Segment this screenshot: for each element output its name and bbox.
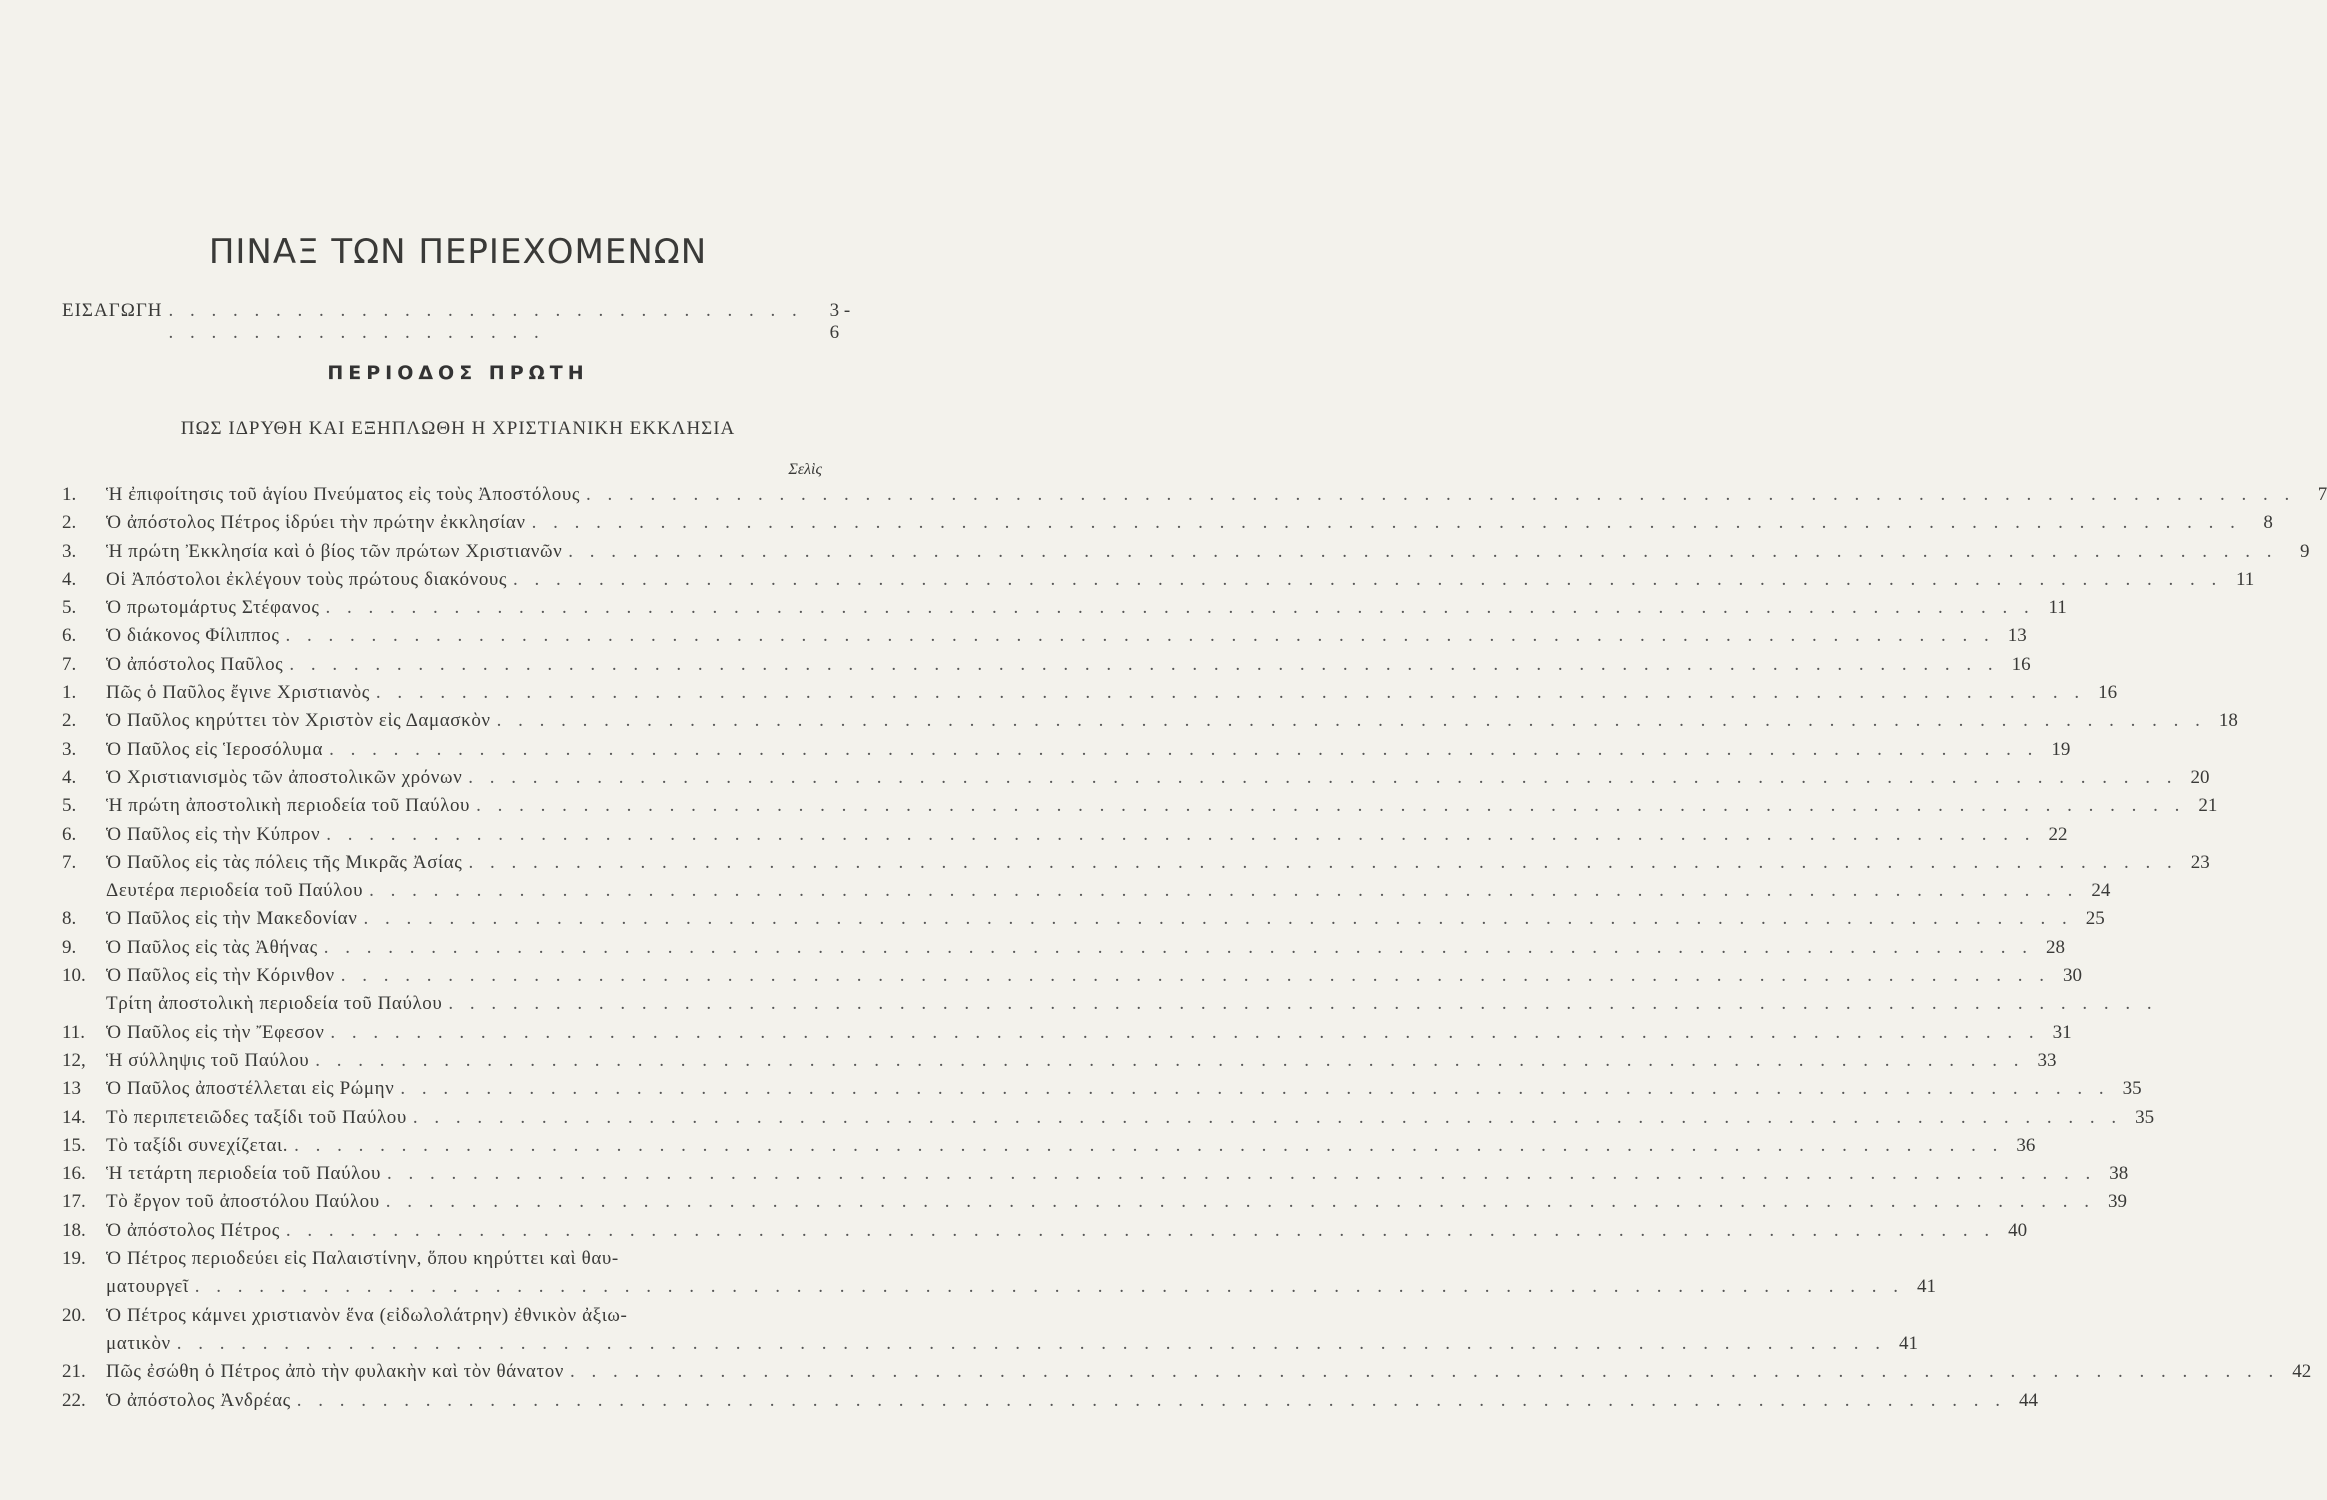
entry-page: 33 [2037,1049,2057,1071]
table-of-contents [62,484,2327,1418]
entry-number: 20. [62,1304,86,1326]
toc-entry [62,710,2238,738]
leader-dots: . . . . . . . . . . . . . . . . . . . . . . . . . . . . . . . . . . . . . . . . . . . . . . . . . . . . . . . . . . . . . . . . . . . . . . . . . . . . . . . . [448,993,2158,1015]
leader-dots: . . . . . . . . . . . . . . . . . . . . . . . . . . . . . . . . . . . . . . . . . . . . . . . . . . . . . . . . . . . . . . . . . . . . . . . . . . . . . . . . [586,484,2296,505]
page-column-header: Σελὶς [788,461,822,478]
entry-number: 21. [62,1361,86,1383]
toc-entry [62,597,2067,625]
entry-title: Ὁ ἀπόστολος Πέτρος [106,1219,280,1241]
entry-number: 7. [62,851,77,873]
entry-title: Ὁ Παῦλος εἰς τὴν Ἔφεσον [106,1021,325,1043]
entry-title: Ἡ σύλληψις τοῦ Παύλου [106,1049,310,1071]
entry-number: 2. [62,710,77,732]
entry-page: 39 [2108,1191,2127,1213]
entry-page: 19 [2051,738,2071,760]
entry-title: Ὁ Πέτρος περιοδεύει εἰς Παλαιστίνην, ὅπου κηρύττει καὶ θαυ- [106,1248,619,1270]
entry-number: 10. [62,965,86,987]
entry-page: 35 [2135,1106,2155,1128]
toc-entry [62,540,2310,569]
entry-title: Ὁ Παῦλος εἰς τὴν Κύπρον [106,823,321,845]
entry-number: 4. [62,568,77,590]
toc-entry [62,653,2031,682]
entry-title: Ὁ Χριστιανισμὸς τῶν ἀποστολικῶν χρόνων [106,766,463,788]
entry-title: ματουργεῖ [106,1276,189,1298]
entry-title: Πῶς ἐσώθη ὁ Πέτρος ἀπὸ τὴν φυλακὴν καὶ τὸν θάνατον [106,1361,564,1383]
entry-page: 24 [2091,880,2111,902]
entry-page: 35 [2122,1078,2142,1100]
entry-number: 9. [62,936,77,958]
entry-title: Ὁ Παῦλος ἀποστέλλεται εἰς Ρώμην [106,1078,395,1100]
toc-entry [62,795,2218,823]
entry-page: 11 [2048,597,2067,619]
leader-dots: . . . . . . . . . . . . . . . . . . . . . . . . . . . . . . . . . . . . . . . . . . . . . . . . . . . . . . . . . . . . . . . . . . . . . . . . . . . . . . . . [476,795,2186,817]
entry-page: 40 [2008,1219,2028,1241]
toc-entry [62,766,2210,795]
entry-page: 44 [2019,1389,2039,1411]
entry-title: Τὸ ἔργον τοῦ ἀποστόλου Παύλου [106,1191,380,1213]
entry-number: 22. [62,1389,86,1411]
leader-dots: . . . . . . . . . . . . . . . . . . . . . . . . . . . . . . . . . . . . . . . . . . . . . . . . . . . . . . . . . . . . . . . . . . . . . . . . . . . . . . . . [468,851,2178,873]
toc-entry [62,1219,2028,1248]
period-heading: ΠΕΡΙΟΔΟΣ ΠΡΩΤΗ [327,362,589,384]
entry-title: Ὁ Παῦλος εἰς τὴν Μακεδονίαν [106,908,358,930]
entry-number: 3. [62,540,77,562]
toc-entry [62,1305,852,1333]
entry-number: 5. [62,795,77,817]
entry-page: 16 [2098,682,2118,704]
entry-number: 15. [62,1134,86,1156]
entry-title: Ὁ πρωτομάρτυς Στέφανος [106,597,320,619]
leader-dots: . . . . . . . . . . . . . . . . . . . . . . . . . . . . . . . . . . . . . . . . . . . . . . . . [168,300,803,343]
entry-page: 13 [2007,625,2027,647]
entry-number: 2. [62,512,77,534]
leader-dots: . . . . . . . . . . . . . . . . . . . . . . . . . . . . . . . . . . . . . . . . . . . . . . . . . . . . . . . . . . . . . . . . . . . . . . . . . . . . . . . . [329,738,2039,760]
entry-title: Πῶς ὁ Παῦλος ἔγινε Χριστιανὸς [106,682,370,704]
entry-number: 1. [62,682,77,704]
entry-page: 9 [2300,540,2310,562]
toc-entry [62,1021,2072,1050]
leader-dots: . . . . . . . . . . . . . . . . . . . . . . . . . . . . . . . . . . . . . . . . . . . . . . . . . . . . . . . . . . . . . . . . . . . . . . . . . . . . . . . . [340,965,2050,987]
entry-page: 18 [2218,710,2238,732]
entry-page: 21 [2198,795,2218,817]
entry-title: Ἡ τετάρτη περιοδεία τοῦ Παύλου [106,1163,381,1185]
entry-title: Ὁ Παῦλος εἰς τὴν Κόρινθον [106,965,335,987]
toc-entry [62,1361,2312,1389]
toc-entry [62,1332,1919,1361]
leader-dots: . . . . . . . . . . . . . . . . . . . . . . . . . . . . . . . . . . . . . . . . . . . . . . . . . . . . . . . . . . . . . . . . . . . . . . . . . . . . . . . . [285,625,1995,647]
entry-page: 42 [2292,1361,2312,1383]
toc-entry [62,1163,2129,1191]
entry-number: 3. [62,738,77,760]
entry-title: Ἡ ἐπιφοίτησις τοῦ ἁγίου Πνεύματος εἰς τοὺς Ἀποστόλους [106,484,581,505]
leader-dots: . . . . . . . . . . . . . . . . . . . . . . . . . . . . . . . . . . . . . . . . . . . . . . . . . . . . . . . . . . . . . . . . . . . . . . . . . . . . . . . . [569,1361,2280,1383]
leader-dots: . . . . . . . . . . . . . . . . . . . . . . . . . . . . . . . . . . . . . . . . . . . . . . . . . . . . . . . . . . . . . . . . . . . . . . . . . . . . . . . . [568,540,2278,562]
entry-page: 20 [2190,766,2210,788]
leader-dots: . . . . . . . . . . . . . . . . . . . . . . . . . . . . . . . . . . . . . . . . . . . . . . . . . . . . . . . . . . . . . . . . . . . . . . . . . . . . . . . . [363,908,2073,930]
entry-number: 18. [62,1219,86,1241]
leader-dots: . . . . . . . . . . . . . . . . . . . . . . . . . . . . . . . . . . . . . . . . . . . . . . . . . . . . . . . . . . . . . . . . . . . . . . . . . . . . . . . . [369,880,2079,902]
toc-entry [62,851,2210,880]
entry-page: 30 [2062,965,2082,987]
entry-number: 4. [62,766,77,788]
toc-entry [62,682,2118,710]
entry-title: Ὁ ἀπόστολος Παῦλος [106,653,284,675]
entry-page: 11 [2236,568,2255,590]
toc-entry [62,993,2158,1021]
toc-entry [62,1389,2039,1418]
leader-dots: . . . . . . . . . . . . . . . . . . . . . . . . . . . . . . . . . . . . . . . . . . . . . . . . . . . . . . . . . . . . . . . . . . . . . . . . . . . . . . . . [385,1191,2095,1213]
entry-title: Ὁ Παῦλος εἰς Ἱεροσόλυμα [106,738,324,760]
leader-dots: . . . . . . . . . . . . . . . . . . . . . . . . . . . . . . . . . . . . . . . . . . . . . . . . . . . . . . . . . . . . . . . . . . . . . . . . . . . . . . . . [513,568,2223,590]
toc-entry [62,1248,852,1276]
entry-number: 14. [62,1106,86,1128]
intro-entry [62,300,852,343]
entry-title: Τρίτη ἀποστολικὴ περιοδεία τοῦ Παύλου [106,993,443,1015]
entry-title: Ὁ Παῦλος εἰς τὰς Ἀθήνας [106,936,318,958]
leader-dots: . . . . . . . . . . . . . . . . . . . . . . . . . . . . . . . . . . . . . . . . . . . . . . . . . . . . . . . . . . . . . . . . . . . . . . . . . . . . . . . . [285,1219,1996,1241]
toc-entry [62,625,2027,653]
leader-dots: . . . . . . . . . . . . . . . . . . . . . . . . . . . . . . . . . . . . . . . . . . . . . . . . . . . . . . . . . . . . . . . . . . . . . . . . . . . . . . . . [176,1332,1887,1354]
entry-title: Ὁ Παῦλος εἰς τὰς πόλεις τῆς Μικρᾶς Ἀσίας [106,851,463,873]
entry-number: 7. [62,653,77,675]
toc-entry [62,512,2273,540]
entry-number: 6. [62,823,77,845]
entry-page: 7 [2317,484,2327,505]
leader-dots: . . . . . . . . . . . . . . . . . . . . . . . . . . . . . . . . . . . . . . . . . . . . . . . . . . . . . . . . . . . . . . . . . . . . . . . . . . . . . . . . [412,1106,2123,1128]
toc-entry [62,738,2071,767]
entry-title: Ὁ Πέτρος κάμνει χριστιανὸν ἕνα (εἰδωλολάτρην) ἐθνικὸν ἀξιω- [106,1304,628,1326]
entry-number: 1. [62,484,77,505]
toc-entry [62,568,2255,597]
entry-number: 8. [62,908,77,930]
leader-dots: . . . . . . . . . . . . . . . . . . . . . . . . . . . . . . . . . . . . . . . . . . . . . . . . . . . . . . . . . . . . . . . . . . . . . . . . . . . . . . . . [294,1134,2004,1156]
leader-dots: . . . . . . . . . . . . . . . . . . . . . . . . . . . . . . . . . . . . . . . . . . . . . . . . . . . . . . . . . . . . . . . . . . . . . . . . . . . . . . . . [326,823,2036,845]
leader-dots: . . . . . . . . . . . . . . . . . . . . . . . . . . . . . . . . . . . . . . . . . . . . . . . . . . . . . . . . . . . . . . . . . . . . . . . . . . . . . . . . [315,1049,2025,1071]
leader-dots: . . . . . . . . . . . . . . . . . . . . . . . . . . . . . . . . . . . . . . . . . . . . . . . . . . . . . . . . . . . . . . . . . . . . . . . . . . . . . . . . [375,682,2086,704]
leader-dots: . . . . . . . . . . . . . . . . . . . . . . . . . . . . . . . . . . . . . . . . . . . . . . . . . . . . . . . . . . . . . . . . . . . . . . . . . . . . . . . . [468,766,2178,788]
entry-title: Ἡ πρώτη ἀποστολικὴ περιοδεία τοῦ Παύλου [106,795,471,817]
entry-title: Ἡ πρώτη Ἐκκλησία καὶ ὁ βίος τῶν πρώτων Χριστιανῶν [106,540,563,562]
entry-page: 28 [2045,936,2065,958]
toc-entry [62,880,2111,908]
intro-page: 3 - 6 [829,300,851,343]
toc-entry [62,1049,2057,1078]
toc-entry [62,1078,2142,1106]
leader-dots: . . . . . . . . . . . . . . . . . . . . . . . . . . . . . . . . . . . . . . . . . . . . . . . . . . . . . . . . . . . . . . . . . . . . . . . . . . . . . . . . [289,653,1999,675]
entry-page: 41 [1916,1276,1936,1298]
entry-number: 19. [62,1248,86,1270]
entry-title: Ὁ Παῦλος κηρύττει τὸν Χριστὸν εἰς Δαμασκὸν [106,710,491,732]
leader-dots: . . . . . . . . . . . . . . . . . . . . . . . . . . . . . . . . . . . . . . . . . . . . . . . . . . . . . . . . . . . . . . . . . . . . . . . . . . . . . . . . [531,512,2241,534]
entry-number: 16. [62,1163,86,1185]
entry-page: 16 [2011,653,2031,675]
entry-page: 31 [2052,1021,2072,1043]
toc-entry [62,908,2105,936]
entry-title: Δευτέρα περιοδεία τοῦ Παύλου [106,880,364,902]
toc-entry [62,1134,2036,1163]
toc-entry [62,936,2065,965]
page-title: ΠΙΝΑΞ ΤΩΝ ΠΕΡΙΕΧΟΜΕΝΩΝ [208,232,708,272]
entry-number: 11. [62,1021,86,1043]
leader-dots: . . . . . . . . . . . . . . . . . . . . . . . . . . . . . . . . . . . . . . . . . . . . . . . . . . . . . . . . . . . . . . . . . . . . . . . . . . . . . . . . [330,1021,2040,1043]
entry-page: 22 [2048,823,2068,845]
entry-title: Τὸ περιπετειῶδες ταξίδι τοῦ Παύλου [106,1106,407,1128]
entry-number: 13 [62,1078,81,1100]
toc-entry [62,965,2082,993]
section-subtitle: ΠΩΣ ΙΔΡΥΘΗ ΚΑΙ ΕΞΗΠΛΩΘΗ Η ΧΡΙΣΤΙΑΝΙΚΗ ΕΚΚΛΗΣΙΑ [180,418,736,439]
entry-title: Οἱ Ἀπόστολοι ἐκλέγουν τοὺς πρώτους διακόνους [106,568,508,590]
toc-entry [62,1276,1936,1304]
entry-title: Ὁ ἀπόστολος Ἀνδρέας [106,1389,291,1411]
intro-label: ΕΙΣΑΓΩΓΗ [62,300,163,321]
leader-dots: . . . . . . . . . . . . . . . . . . . . . . . . . . . . . . . . . . . . . . . . . . . . . . . . . . . . . . . . . . . . . . . . . . . . . . . . . . . . . . . . [323,936,2033,958]
toc-entry [62,484,2327,512]
entry-title: ματικὸν [106,1332,171,1354]
toc-entry [62,1191,2127,1219]
leader-dots: . . . . . . . . . . . . . . . . . . . . . . . . . . . . . . . . . . . . . . . . . . . . . . . . . . . . . . . . . . . . . . . . . . . . . . . . . . . . . . . . [496,710,2206,732]
leader-dots: . . . . . . . . . . . . . . . . . . . . . . . . . . . . . . . . . . . . . . . . . . . . . . . . . . . . . . . . . . . . . . . . . . . . . . . . . . . . . . . . [194,1276,1904,1298]
entry-number: 6. [62,625,77,647]
entry-title: Ὁ ἀπόστολος Πέτρος ἱδρύει τὴν πρώτην ἐκκλησίαν [106,512,526,534]
entry-page: 38 [2109,1163,2129,1185]
entry-page: 23 [2190,851,2210,873]
leader-dots: . . . . . . . . . . . . . . . . . . . . . . . . . . . . . . . . . . . . . . . . . . . . . . . . . . . . . . . . . . . . . . . . . . . . . . . . . . . . . . . . [387,1163,2097,1185]
entry-number: 12, [62,1049,86,1071]
leader-dots: . . . . . . . . . . . . . . . . . . . . . . . . . . . . . . . . . . . . . . . . . . . . . . . . . . . . . . . . . . . . . . . . . . . . . . . . . . . . . . . . [400,1078,2110,1100]
entry-page: 25 [2085,908,2105,930]
entry-number: 17. [62,1191,86,1213]
entry-page: 8 [2263,512,2273,534]
entry-number: 5. [62,597,77,619]
leader-dots: . . . . . . . . . . . . . . . . . . . . . . . . . . . . . . . . . . . . . . . . . . . . . . . . . . . . . . . . . . . . . . . . . . . . . . . . . . . . . . . . [325,597,2035,619]
entry-title: Τὸ ταξίδι συνεχίζεται. [106,1134,289,1156]
entry-page: 36 [2016,1134,2036,1156]
entry-page: 41 [1899,1332,1919,1354]
toc-entry [62,823,2068,852]
leader-dots: . . . . . . . . . . . . . . . . . . . . . . . . . . . . . . . . . . . . . . . . . . . . . . . . . . . . . . . . . . . . . . . . . . . . . . . . . . . . . . . . [296,1389,2007,1411]
entry-title: Ὁ διάκονος Φίλιππος [106,625,280,647]
toc-entry [62,1106,2155,1135]
